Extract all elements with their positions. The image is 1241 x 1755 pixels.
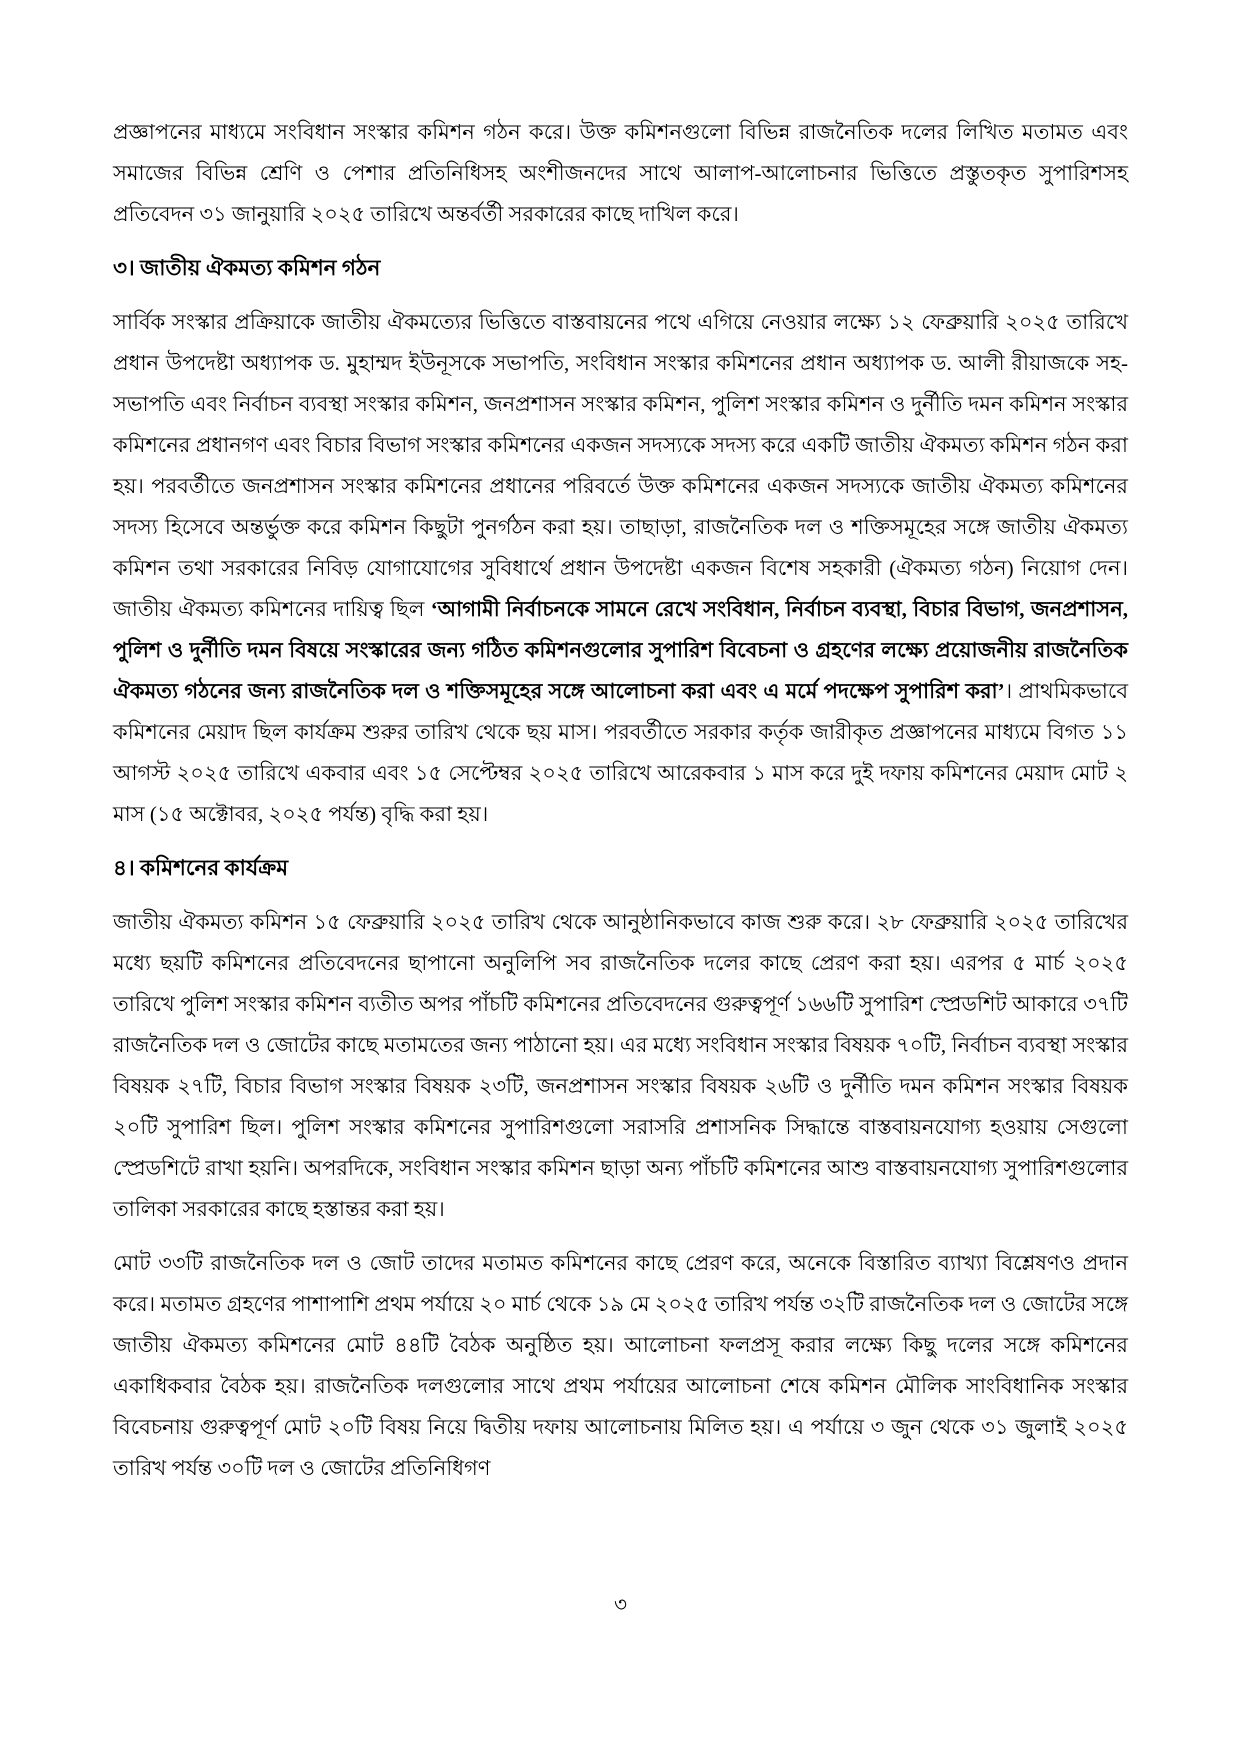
section-4-heading: ৪। কমিশনের কার্যক্রম — [113, 856, 289, 880]
intro-paragraph: প্রজ্ঞাপনের মাধ্যমে সংবিধান সংস্কার কমিশন গঠন করে। উক্ত কমিশনগুলো বিভিন্ন রাজনৈতিক দলের লিখিত মতামত এবং সমাজের বিভিন্ন শ্রেণি ও পেশার প্রতিনিধিসহ অংশীজনদের সাথে আলাপ-আলোচনার ভিত্তিতে প্রস্তুতকৃত সুপারিশসহ প্রতিবেদন ৩১ জানুয়ারি ২০২৫ তারিখে অন্তর্বর্তী সরকারের কাছে দাখিল করে। — [113, 120, 1128, 226]
section-3-quoted-mandate: ‘আগামী নির্বাচনকে সামনে রেখে সংবিধান, নির্বাচন ব্যবস্থা, বিচার বিভাগ, জনপ্রশাসন, পুলিশ ও দুর্নীতি দমন বিষয়ে সংস্কারের জন্য গঠিত কমিশনগুলোর সুপারিশ বিবেচনা ও গ্রহণের লক্ষ্যে প্রয়োজনীয় রাজনৈতিক ঐকমত্য গঠনের জন্য রাজনৈতিক দল ও শক্তিসমূহের সঙ্গে আলোচনা করা এবং এ মর্মে পদক্ষেপ সুপারিশ করা’ — [113, 597, 1129, 703]
section-3-text-post: । প্রাথমিকভাবে কমিশনের মেয়াদ ছিল কার্যক্রম শুরুর তারিখ থেকে ছয় মাস। পরবর্তীতে সরকার কর্তৃক জারীকৃত প্রজ্ঞাপনের মাধ্যমে বিগত ১১ আগস্ট ২০২৫ তারিখে একবার এবং ১৫ সেপ্টেম্বর ২০২৫ তারিখে আরেকবার ১ মাস করে দুই দফায় কমিশনের মেয়াদ মোট ২ মাস (১৫ অক্টোবর, ২০২৫ পর্যন্ত) বৃদ্ধি করা হয়। — [113, 679, 1129, 826]
section-4-paragraph-1: জাতীয় ঐকমত্য কমিশন ১৫ ফেব্রুয়ারি ২০২৫ তারিখ থেকে আনুষ্ঠানিকভাবে কাজ শুরু করে। ২৮ ফেব্রুয়ারি ২০২৫ তারিখের মধ্যে ছয়টি কমিশনের প্রতিবেদনের ছাপানো অনুলিপি সব রাজনৈতিক দলের কাছে প্রেরণ করা হয়। এরপর ৫ মার্চ ২০২৫ তারিখে পুলিশ সংস্কার কমিশন ব্যতীত অপর পাঁচটি কমিশনের প্রতিবেদনের গুরুত্বপূর্ণ ১৬৬টি সুপারিশ স্প্রেডশিট আকারে ৩৭টি রাজনৈতিক দল ও জোটের কাছে মতামতের জন্য পাঠানো হয়। এর মধ্যে সংবিধান সংস্কার বিষয়ক ৭০টি, নির্বাচন ব্যবস্থা সংস্কার বিষয়ক ২৭টি, বিচার বিভাগ সংস্কার বিষয়ক ২৩টি, জনপ্রশাসন সংস্কার বিষয়ক ২৬টি ও দুর্নীতি দমন কমিশন সংস্কার বিষয়ক ২০টি সুপারিশ ছিল। পুলিশ সংস্কার কমিশনের সুপারিশগুলো সরাসরি প্রশাসনিক সিদ্ধান্তে বাস্তবায়নযোগ্য হওয়ায় সেগুলো স্প্রেডশিটে রাখা হয়নি। অপরদিকে, সংবিধান সংস্কার কমিশন ছাড়া অন্য পাঁচটি কমিশনের আশু বাস্তবায়নযোগ্য সুপারিশগুলোর তালিকা সরকারের কাছে হস্তান্তর করা হয়। — [113, 910, 1128, 1221]
section-3-heading: ৩। জাতীয় ঐকমত্য কমিশন গঠন — [113, 256, 381, 280]
page-number: ৩ — [613, 1594, 627, 1616]
section-3-paragraph — [113, 302, 1128, 835]
section-4-paragraph-2: মোট ৩৩টি রাজনৈতিক দল ও জোট তাদের মতামত কমিশনের কাছে প্রেরণ করে, অনেকে বিস্তারিত ব্যাখ্যা বিশ্লেষণও প্রদান করে। মতামত গ্রহণের পাশাপাশি প্রথম পর্যায়ে ২০ মার্চ থেকে ১৯ মে ২০২৫ তারিখ পর্যন্ত ৩২টি রাজনৈতিক দল ও জোটের সঙ্গে জাতীয় ঐকমত্য কমিশনের মোট ৪৪টি বৈঠক অনুষ্ঠিত হয়। আলোচনা ফলপ্রসূ করার লক্ষ্যে কিছু দলের সঙ্গে কমিশনের একাধিকবার বৈঠক হয়। রাজনৈতিক দলগুলোর সাথে প্রথম পর্যায়ের আলোচনা শেষে কমিশন মৌলিক সাংবিধানিক সংস্কার বিবেচনায় গুরুত্বপূর্ণ মোট ২০টি বিষয় নিয়ে দ্বিতীয় দফায় আলোচনায় মিলিত হয়। এ পর্যায়ে ৩ জুন থেকে ৩১ জুলাই ২০২৫ তারিখ পর্যন্ত ৩০টি দল ও জোটের প্রতিনিধিগণ — [113, 1251, 1128, 1480]
section-3-text-pre: সার্বিক সংস্কার প্রক্রিয়াকে জাতীয় ঐকমত্যের ভিত্তিতে বাস্তবায়নের পথে এগিয়ে নেওয়ার লক্ষ্যে ১২ ফেব্রুয়ারি ২০২৫ তারিখে প্রধান উপদেষ্টা অধ্যাপক ড. মুহাম্মদ ইউনূসকে সভাপতি, সংবিধান সংস্কার কমিশনের প্রধান অধ্যাপক ড. আলী রীয়াজকে সহ-সভাপতি এবং নির্বাচন ব্যবস্থা সংস্কার কমিশন, জনপ্রশাসন সংস্কার কমিশন, পুলিশ সংস্কার কমিশন ও দুর্নীতি দমন কমিশন সংস্কার কমিশনের প্রধানগণ এবং বিচার বিভাগ সংস্কার কমিশনের একজন সদস্যকে সদস্য করে একটি জাতীয় ঐকমত্য কমিশন গঠন করা হয়। পরবর্তীতে জনপ্রশাসন সংস্কার কমিশনের প্রধানের পরিবর্তে উক্ত কমিশনের একজন সদস্যকে জাতীয় ঐকমত্য কমিশনের সদস্য হিসেবে অন্তর্ভুক্ত করে কমিশন কিছুটা পুনর্গঠন করা হয়। তাছাড়া, রাজনৈতিক দল ও শক্তিসমূহের সঙ্গে জাতীয় ঐকমত্য কমিশন তথা সরকারের নিবিড় যোগাযোগের সুবিধার্থে প্রধান উপদেষ্টা একজন বিশেষ সহকারী (ঐকমত্য গঠন) নিয়োগ দেন। জাতীয় ঐকমত্য কমিশনের দায়িত্ব ছিল — [113, 310, 1128, 621]
